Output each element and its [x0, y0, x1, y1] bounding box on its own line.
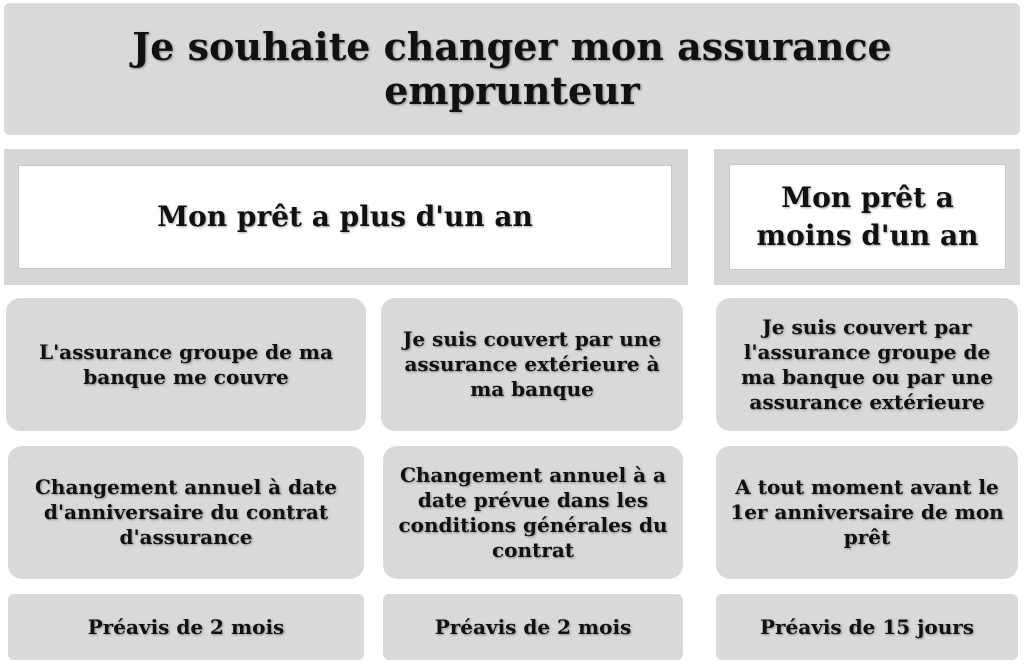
change-card-contract-anniversary: Changement annuel à date d'anniversaire du contrat d'assurance	[8, 446, 364, 579]
notice-card-2-months-b: Préavis de 2 mois	[383, 594, 683, 660]
heading-more-than-one-year: Mon prêt a plus d'un an	[18, 165, 672, 269]
heading-less-than-one-year: Mon prêt a moins d'un an	[729, 164, 1006, 270]
diagram-title: Je souhaite changer mon assurance emprunteur	[4, 3, 1020, 135]
notice-card-15-days: Préavis de 15 jours	[716, 594, 1018, 660]
notice-card-2-months-a: Préavis de 2 mois	[8, 594, 364, 660]
coverage-card-any: Je suis couvert par l'assurance groupe de ma banque ou par une assurance extérieure	[716, 298, 1018, 431]
change-card-anytime: A tout moment avant le 1er anniversaire de mon prêt	[716, 446, 1018, 579]
coverage-card-bank-group: L'assurance groupe de ma banque me couvre	[6, 298, 366, 431]
change-card-general-conditions: Changement annuel à a date prévue dans les conditions générales du contrat	[383, 446, 683, 579]
coverage-card-external: Je suis couvert par une assurance extérieure à ma banque	[381, 298, 683, 431]
